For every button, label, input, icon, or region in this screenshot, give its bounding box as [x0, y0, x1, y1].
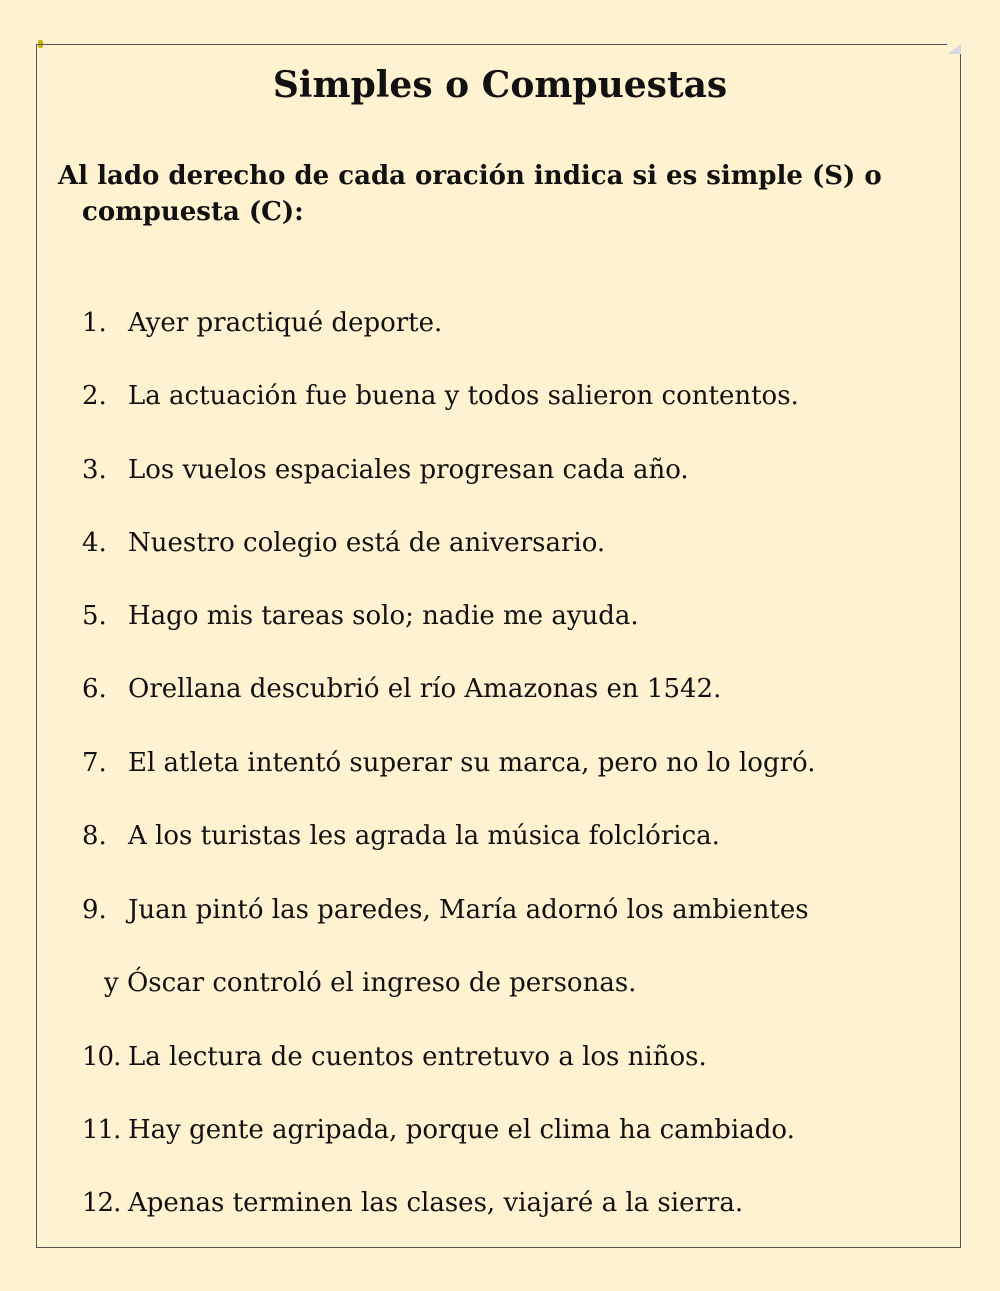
list-item — [82, 379, 799, 413]
list-item — [82, 819, 720, 853]
list-item — [82, 746, 815, 780]
list-item — [82, 1040, 707, 1074]
item-number: 11. — [82, 1115, 121, 1145]
item-number: 6. — [82, 674, 107, 704]
item-number: 4. — [82, 528, 107, 558]
item-number: 5. — [82, 601, 107, 631]
item-number: 7. — [82, 748, 107, 778]
item-text: Apenas terminen las clases, viajaré a la sierra. — [128, 1188, 744, 1218]
item-number: 8. — [82, 821, 107, 851]
page-fold-icon — [947, 44, 961, 54]
item-text: Hay gente agripada, porque el clima ha cambiado. — [128, 1115, 795, 1145]
item-text: A los turistas les agrada la música folclórica. — [128, 821, 720, 851]
list-item — [82, 526, 605, 560]
list-item — [82, 893, 809, 927]
page-title: Simples o Compuestas — [272, 64, 728, 106]
item-text: El atleta intentó superar su marca, pero no lo logró. — [128, 748, 816, 778]
list-item — [82, 1186, 743, 1220]
item-text: Ayer practiqué deporte. — [128, 308, 443, 338]
item-text: Los vuelos espaciales progresan cada año. — [128, 455, 689, 485]
item-text: Juan pintó las paredes, María adornó los ambientes — [128, 895, 809, 925]
item-number: 3. — [82, 455, 107, 485]
list-item — [82, 599, 639, 633]
list-item — [82, 672, 721, 706]
item-number: 12. — [82, 1188, 121, 1218]
item-number: 10. — [82, 1042, 121, 1072]
item-text: Hago mis tareas solo; nadie me ayuda. — [128, 601, 639, 631]
item-text: Orellana descubrió el río Amazonas en 1542. — [128, 674, 722, 704]
item-continuation: y Óscar controló el ingreso de personas. — [104, 968, 637, 998]
item-number: 2. — [82, 381, 107, 411]
item-number: 9. — [82, 895, 107, 925]
list-item — [82, 306, 442, 340]
list-item — [82, 1113, 795, 1147]
list-item — [82, 453, 689, 487]
instruction-text: Al lado derecho de cada oración indica si es simple (S) o compuesta (C): — [58, 161, 882, 227]
item-text: La lectura de cuentos entretuvo a los niños. — [128, 1042, 707, 1072]
item-number: 1. — [82, 308, 107, 338]
item-text: La actuación fue buena y todos salieron contentos. — [128, 381, 799, 411]
item-text: Nuestro colegio está de aniversario. — [128, 528, 606, 558]
